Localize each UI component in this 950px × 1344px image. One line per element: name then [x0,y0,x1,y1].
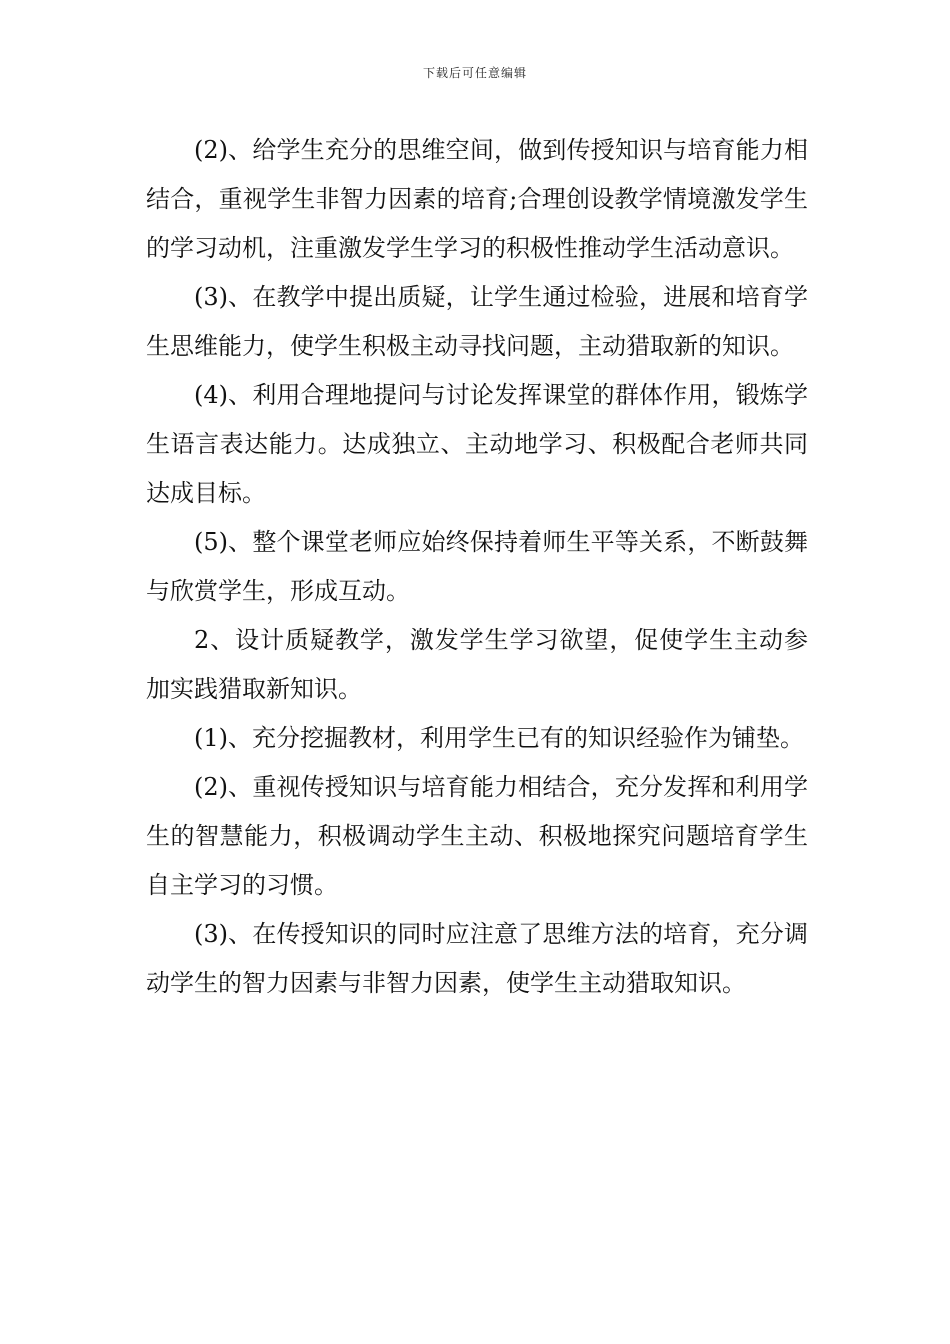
paragraph-2: (3)、在教学中提出质疑，让学生通过检验，进展和培育学生思维能力，使学生积极主动寻找问题，主动猎取新的知识。 [146,283,808,360]
page-header: 下载后可任意编辑 [422,66,527,80]
paragraph-8: (3)、在传授知识的同时应注意了思维方法的培育，充分调动学生的智力因素与非智力因素，使学生主动猎取知识。 [146,920,808,997]
paragraph-7: (2)、重视传授知识与培育能力相结合，充分发挥和利用学生的智慧能力，积极调动学生主动、积极地探究问题培育学生自主学习的习惯。 [146,773,808,899]
paragraph-3: (4)、利用合理地提问与讨论发挥课堂的群体作用，锻炼学生语言表达能力。达成独立、主动地学习、积极配合老师共同达成目标。 [146,381,808,507]
paragraph-5: 2、设计质疑教学，激发学生学习欲望，促使学生主动参加实践猎取新知识。 [146,626,808,703]
paragraph-4: (5)、整个课堂老师应始终保持着师生平等关系，不断鼓舞与欣赏学生，形成互动。 [146,528,808,605]
document-body [146,126,808,1008]
paragraph-6: (1)、充分挖掘教材，利用学生已有的知识经验作为铺垫。 [194,724,804,752]
paragraph-1: (2)、给学生充分的思维空间，做到传授知识与培育能力相结合，重视学生非智力因素的培育;合理创设教学情境激发学生的学习动机，注重激发学生学习的积极性推动学生活动意识。 [146,136,808,262]
